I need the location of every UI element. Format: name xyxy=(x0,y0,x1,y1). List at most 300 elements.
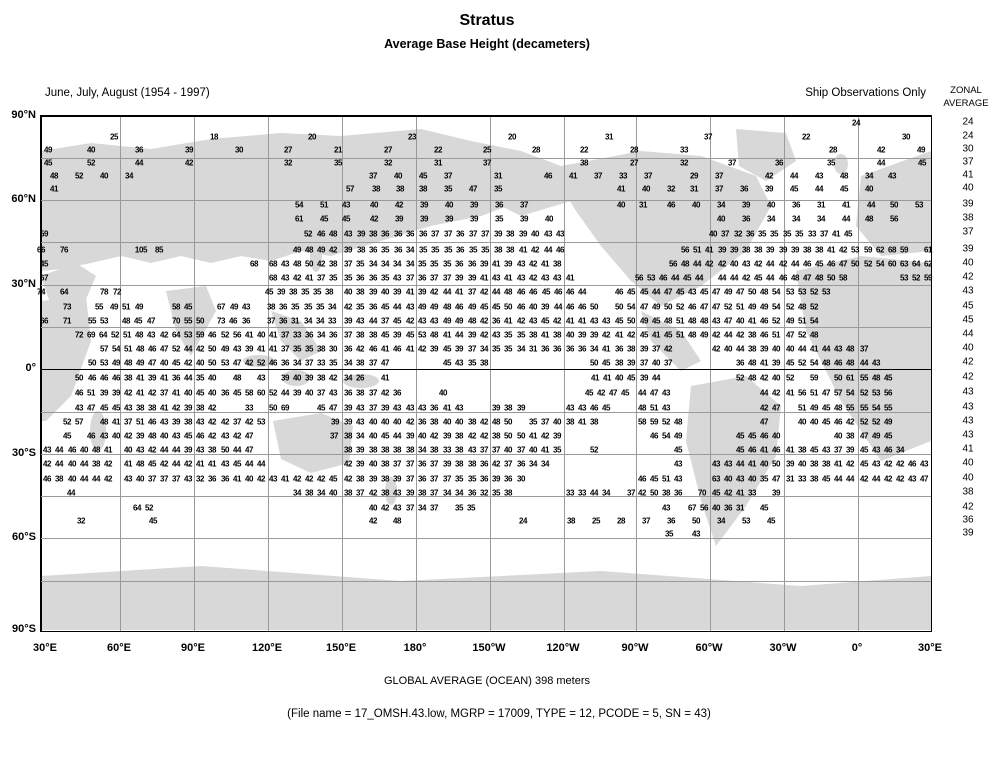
grid-value: 45 xyxy=(626,287,636,297)
grid-value: 33 xyxy=(577,488,587,498)
grid-value: 35 xyxy=(467,474,477,484)
grid-value: 41 xyxy=(841,200,851,210)
grid-value: 37 xyxy=(467,344,477,354)
grid-value: 37 xyxy=(720,229,730,239)
lon-tick-label: 120°W xyxy=(546,642,580,654)
grid-value: 35 xyxy=(442,259,452,269)
grid-value: 36 xyxy=(467,259,477,269)
grid-value: 41 xyxy=(833,459,843,469)
grid-value: 41 xyxy=(159,403,169,413)
grid-value: 36 xyxy=(577,344,587,354)
grid-value: 41 xyxy=(380,373,390,383)
grid-value: 37 xyxy=(467,287,477,297)
grid-value: 46 xyxy=(771,445,781,455)
grid-value: 54 xyxy=(875,259,885,269)
grid-value: 35 xyxy=(312,287,322,297)
grid-value: 52 xyxy=(144,503,154,513)
grid-value: 42 xyxy=(759,373,769,383)
grid-value: 43 xyxy=(241,302,251,312)
zonal-average-value: 45 xyxy=(962,300,974,312)
grid-value: 46 xyxy=(759,316,769,326)
grid-value: 39 xyxy=(330,417,340,427)
grid-value: 39 xyxy=(717,245,727,255)
grid-value: 38 xyxy=(503,488,513,498)
grid-value: 43 xyxy=(220,431,230,441)
grid-value: 36 xyxy=(467,488,477,498)
grid-value: 43 xyxy=(552,273,562,283)
grid-value: 37 xyxy=(491,445,501,455)
grid-value: 36 xyxy=(328,330,338,340)
grid-value: 52 xyxy=(62,417,72,427)
grid-value: 42 xyxy=(764,171,774,181)
grid-value: 45 xyxy=(133,316,143,326)
grid-value: 53 xyxy=(871,388,881,398)
grid-value: 47 xyxy=(802,273,812,283)
grid-value: 50 xyxy=(207,344,217,354)
grid-value: 45 xyxy=(111,403,121,413)
grid-value: 38 xyxy=(579,158,589,168)
grid-value: 43 xyxy=(232,344,242,354)
grid-value: 34 xyxy=(417,503,427,513)
grid-value: 40 xyxy=(771,344,781,354)
grid-value: 47 xyxy=(380,358,390,368)
grid-value: 41 xyxy=(785,445,795,455)
grid-value: 68 xyxy=(887,245,897,255)
grid-value: 44 xyxy=(790,259,800,269)
grid-value: 45 xyxy=(663,330,673,340)
grid-value: 64 xyxy=(98,330,108,340)
grid-value: 43 xyxy=(871,445,881,455)
grid-value: 39 xyxy=(454,273,464,283)
grid-value: 39 xyxy=(540,302,550,312)
grid-value: 68 xyxy=(268,259,278,269)
grid-value: 51 xyxy=(661,474,671,484)
grid-value: 50 xyxy=(589,358,599,368)
grid-value: 45 xyxy=(491,302,501,312)
grid-value: 42 xyxy=(123,431,133,441)
grid-value: 34 xyxy=(864,171,874,181)
grid-value: 44 xyxy=(814,184,824,194)
grid-value: 36 xyxy=(134,145,144,155)
grid-value: 36 xyxy=(278,302,288,312)
grid-value: 39 xyxy=(99,388,109,398)
grid-value: 42 xyxy=(42,459,52,469)
grid-value: 51 xyxy=(86,388,96,398)
grid-value: 38 xyxy=(741,245,751,255)
grid-value: 46 xyxy=(111,373,121,383)
grid-value: 38 xyxy=(467,459,477,469)
grid-value: 33 xyxy=(747,488,757,498)
grid-value: 42 xyxy=(103,459,113,469)
grid-value: 35 xyxy=(443,184,453,194)
grid-value: 68 xyxy=(268,273,278,283)
grid-value: 39 xyxy=(639,373,649,383)
grid-value: 41 xyxy=(809,344,819,354)
grid-value: 44 xyxy=(589,488,599,498)
grid-value: 70 xyxy=(171,316,181,326)
grid-value: 48 xyxy=(864,214,874,224)
grid-value: 41 xyxy=(540,445,550,455)
grid-value: 31 xyxy=(638,200,648,210)
grid-value: 69 xyxy=(86,330,96,340)
grid-value: 49 xyxy=(43,145,53,155)
grid-value: 48 xyxy=(135,459,145,469)
grid-value: 41 xyxy=(280,474,290,484)
grid-value: 39 xyxy=(356,229,366,239)
grid-value: 48 xyxy=(392,516,402,526)
grid-value: 42 xyxy=(601,330,611,340)
grid-value: 40 xyxy=(641,184,651,194)
grid-value: 44 xyxy=(670,273,680,283)
grid-value: 43 xyxy=(887,171,897,181)
grid-value: 43 xyxy=(135,445,145,455)
grid-value: 52 xyxy=(871,417,881,427)
grid-value: 74 xyxy=(36,287,46,297)
grid-value: 42 xyxy=(859,474,869,484)
grid-value: 48 xyxy=(680,259,690,269)
grid-value: 47 xyxy=(244,445,254,455)
grid-value: 43 xyxy=(341,200,351,210)
grid-value: 44 xyxy=(735,344,745,354)
grid-value: 40 xyxy=(159,431,169,441)
grid-value: 43 xyxy=(723,459,733,469)
grid-value: 48 xyxy=(121,316,131,326)
grid-value: 37 xyxy=(405,273,415,283)
lon-tick-label: 120°E xyxy=(251,642,283,654)
meridian-line xyxy=(858,116,859,631)
grid-value: 35 xyxy=(494,214,504,224)
grid-value: 44 xyxy=(841,214,851,224)
grid-value: 59 xyxy=(863,245,873,255)
grid-value: 40 xyxy=(368,431,378,441)
grid-value: 39 xyxy=(518,229,528,239)
grid-value: 48 xyxy=(49,171,59,181)
grid-value: 38 xyxy=(368,445,378,455)
grid-value: 57 xyxy=(99,344,109,354)
grid-value: 47 xyxy=(711,302,721,312)
grid-value: 44 xyxy=(183,373,193,383)
page-title: Stratus xyxy=(459,12,515,29)
grid-value: 47 xyxy=(468,184,478,194)
grid-value: 52 xyxy=(589,445,599,455)
grid-value: 38 xyxy=(380,445,390,455)
grid-value: 40 xyxy=(343,287,353,297)
grid-value: 46 xyxy=(759,330,769,340)
grid-value: 35 xyxy=(454,474,464,484)
grid-value: 44 xyxy=(171,459,181,469)
grid-value: 38 xyxy=(355,474,365,484)
grid-value: 38 xyxy=(454,445,464,455)
grid-value: 47 xyxy=(711,287,721,297)
grid-value: 45 xyxy=(148,516,158,526)
grid-value: 44 xyxy=(651,373,661,383)
grid-value: 30 xyxy=(328,344,338,354)
grid-value: 35 xyxy=(418,245,428,255)
grid-value: 39 xyxy=(111,388,121,398)
grid-value: 45 xyxy=(699,287,709,297)
grid-value: 39 xyxy=(343,417,353,427)
zonal-average-value: 39 xyxy=(962,198,974,210)
grid-value: 37 xyxy=(147,474,157,484)
grid-value: 42 xyxy=(626,330,636,340)
grid-value: 68 xyxy=(249,259,259,269)
grid-value: 41 xyxy=(759,445,769,455)
grid-value: 48 xyxy=(687,316,697,326)
meridian-line xyxy=(416,116,417,631)
grid-value: 59 xyxy=(809,373,819,383)
grid-value: 47 xyxy=(86,403,96,413)
grid-value: 42 xyxy=(304,474,314,484)
grid-value: 34 xyxy=(766,214,776,224)
grid-value: 37 xyxy=(593,171,603,181)
grid-value: 40 xyxy=(766,200,776,210)
grid-value: 40 xyxy=(785,344,795,354)
grid-value: 30 xyxy=(901,132,911,142)
grid-value: 38 xyxy=(626,344,636,354)
grid-value: 72 xyxy=(112,287,122,297)
grid-value: 42 xyxy=(343,302,353,312)
grid-value: 43 xyxy=(405,403,415,413)
grid-value: 38 xyxy=(454,431,464,441)
grid-value: 40 xyxy=(67,474,77,484)
grid-value: 48 xyxy=(814,273,824,283)
page-subtitle: Average Base Height (decameters) xyxy=(384,37,590,51)
grid-value: 37 xyxy=(714,171,724,181)
grid-value: 37 xyxy=(482,158,492,168)
grid-value: 50 xyxy=(833,373,843,383)
grid-value: 52 xyxy=(785,302,795,312)
grid-value: 46 xyxy=(454,302,464,312)
grid-value: 39 xyxy=(304,373,314,383)
grid-value: 42 xyxy=(845,417,855,427)
grid-value: 39 xyxy=(552,431,562,441)
grid-value: 58 xyxy=(171,302,181,312)
grid-value: 39 xyxy=(392,474,402,484)
grid-value: 36 xyxy=(393,245,403,255)
grid-value: 43 xyxy=(146,330,156,340)
grid-value: 43 xyxy=(661,403,671,413)
grid-value: 46 xyxy=(907,459,917,469)
grid-value: 42 xyxy=(316,259,326,269)
grid-value: 44 xyxy=(79,459,89,469)
grid-value: 42 xyxy=(711,344,721,354)
grid-value: 42 xyxy=(528,259,538,269)
grid-value: 38 xyxy=(135,403,145,413)
grid-value: 37 xyxy=(380,316,390,326)
grid-value: 41 xyxy=(380,344,390,354)
grid-value: 40 xyxy=(711,503,721,513)
grid-value: 44 xyxy=(159,445,169,455)
grid-value: 47 xyxy=(328,403,338,413)
grid-value: 42 xyxy=(207,417,217,427)
grid-value: 48 xyxy=(833,403,843,413)
grid-value: 43 xyxy=(74,403,84,413)
grid-value: 35 xyxy=(467,358,477,368)
grid-value: 42 xyxy=(723,488,733,498)
grid-value: 42 xyxy=(895,459,905,469)
grid-value: 41 xyxy=(577,316,587,326)
grid-value: 52 xyxy=(911,273,921,283)
grid-value: 42 xyxy=(244,358,254,368)
grid-value: 24 xyxy=(518,516,528,526)
grid-value: 61 xyxy=(845,373,855,383)
grid-value: 40 xyxy=(79,445,89,455)
grid-value: 42 xyxy=(479,330,489,340)
grid-value: 41 xyxy=(528,431,538,441)
grid-value: 53 xyxy=(850,245,860,255)
grid-value: 34 xyxy=(601,488,611,498)
grid-value: 59 xyxy=(195,330,205,340)
grid-value: 55 xyxy=(94,302,104,312)
grid-value: 42 xyxy=(171,403,181,413)
grid-value: 51 xyxy=(123,344,133,354)
grid-value: 38 xyxy=(503,403,513,413)
grid-value: 45 xyxy=(766,516,776,526)
meridian-line xyxy=(636,116,637,631)
grid-value: 40 xyxy=(771,373,781,383)
grid-value: 38 xyxy=(266,302,276,312)
meridian-line xyxy=(120,116,121,631)
grid-value: 39 xyxy=(759,344,769,354)
grid-value: 35 xyxy=(493,184,503,194)
parallel-line xyxy=(41,581,931,582)
grid-value: 51 xyxy=(809,388,819,398)
grid-value: 41 xyxy=(405,344,415,354)
grid-value: 34 xyxy=(589,344,599,354)
grid-value: 40 xyxy=(528,445,538,455)
grid-value: 38 xyxy=(565,417,575,427)
grid-value: 35 xyxy=(794,229,804,239)
grid-value: 24 xyxy=(851,118,861,128)
grid-value: 43 xyxy=(268,474,278,484)
grid-value: 37 xyxy=(480,229,490,239)
grid-value: 49 xyxy=(871,431,881,441)
grid-value: 35 xyxy=(290,302,300,312)
grid-value: 49 xyxy=(467,302,477,312)
grid-value: 34 xyxy=(316,330,326,340)
grid-value: 44 xyxy=(171,445,181,455)
grid-value: 38 xyxy=(356,245,366,255)
grid-value: 42 xyxy=(207,403,217,413)
grid-value: 41 xyxy=(785,388,795,398)
zonal-average-value: 43 xyxy=(962,401,974,413)
zonal-average-value: 43 xyxy=(962,386,974,398)
grid-value: 43 xyxy=(467,445,477,455)
grid-value: 43 xyxy=(687,287,697,297)
grid-value: 53 xyxy=(914,200,924,210)
zonal-average-value: 40 xyxy=(962,257,974,269)
grid-value: 40 xyxy=(292,373,302,383)
grid-value: 40 xyxy=(417,431,427,441)
grid-value: 40 xyxy=(86,145,96,155)
grid-value: 53 xyxy=(417,330,427,340)
grid-value: 41 xyxy=(616,184,626,194)
grid-value: 50 xyxy=(268,403,278,413)
grid-value: 42 xyxy=(183,459,193,469)
grid-value: 50 xyxy=(850,259,860,269)
grid-value: 41 xyxy=(207,459,217,469)
grid-value: 46 xyxy=(833,417,843,427)
grid-value: 42 xyxy=(244,417,254,427)
zonal-average-header: ZONAL AVERAGE xyxy=(943,85,989,109)
grid-value: 62 xyxy=(923,259,933,269)
grid-value: 35 xyxy=(757,229,767,239)
grid-value: 47 xyxy=(838,259,848,269)
grid-value: 27 xyxy=(283,145,293,155)
grid-value: 45 xyxy=(821,403,831,413)
grid-value: 39 xyxy=(244,344,254,354)
grid-value: 40 xyxy=(565,330,575,340)
grid-value: 38 xyxy=(747,330,757,340)
grid-value: 46 xyxy=(147,417,157,427)
grid-value: 39 xyxy=(764,184,774,194)
grid-value: 48 xyxy=(821,358,831,368)
grid-value: 44 xyxy=(692,259,702,269)
grid-value: 42 xyxy=(845,459,855,469)
grid-value: 46 xyxy=(649,431,659,441)
grid-value: 46 xyxy=(368,344,378,354)
grid-value: 56 xyxy=(680,245,690,255)
grid-value: 63 xyxy=(899,259,909,269)
grid-value: 37 xyxy=(159,474,169,484)
grid-value: 44 xyxy=(876,158,886,168)
grid-value: 39 xyxy=(491,403,501,413)
zonal-average-value: 40 xyxy=(962,342,974,354)
grid-value: 42 xyxy=(778,259,788,269)
grid-value: 39 xyxy=(577,330,587,340)
grid-value: 38 xyxy=(123,373,133,383)
grid-value: 57 xyxy=(74,417,84,427)
grid-value: 43 xyxy=(691,529,701,539)
grid-value: 38 xyxy=(417,488,427,498)
grid-value: 43 xyxy=(735,474,745,484)
lon-tick-label: 150°E xyxy=(325,642,357,654)
grid-value: 38 xyxy=(802,245,812,255)
grid-value: 46 xyxy=(147,344,157,354)
grid-value: 35 xyxy=(769,229,779,239)
grid-value: 28 xyxy=(616,516,626,526)
grid-value: 41 xyxy=(577,417,587,427)
grid-value: 47 xyxy=(785,330,795,340)
grid-value: 35 xyxy=(300,287,310,297)
grid-value: 37 xyxy=(368,171,378,181)
grid-value: 42 xyxy=(479,431,489,441)
grid-value: 44 xyxy=(280,388,290,398)
grid-value: 35 xyxy=(292,344,302,354)
grid-value: 34 xyxy=(292,358,302,368)
grid-value: 42 xyxy=(195,344,205,354)
grid-value: 44 xyxy=(543,245,553,255)
lon-tick-label: 90°E xyxy=(181,642,205,654)
zonal-average-value: 37 xyxy=(962,156,974,168)
grid-value: 50 xyxy=(691,516,701,526)
grid-value: 37 xyxy=(714,184,724,194)
grid-value: 42 xyxy=(883,474,893,484)
grid-value: 44 xyxy=(833,474,843,484)
grid-value: 39 xyxy=(469,214,479,224)
grid-value: 67 xyxy=(216,302,226,312)
grid-value: 39 xyxy=(183,445,193,455)
grid-value: 35 xyxy=(826,158,836,168)
grid-value: 39 xyxy=(280,373,290,383)
grid-value: 39 xyxy=(184,145,194,155)
grid-value: 36 xyxy=(774,158,784,168)
grid-value: 33 xyxy=(565,488,575,498)
grid-value: 52 xyxy=(256,358,266,368)
grid-value: 40 xyxy=(729,259,739,269)
grid-value: 56 xyxy=(668,259,678,269)
grid-value: 39 xyxy=(292,388,302,398)
